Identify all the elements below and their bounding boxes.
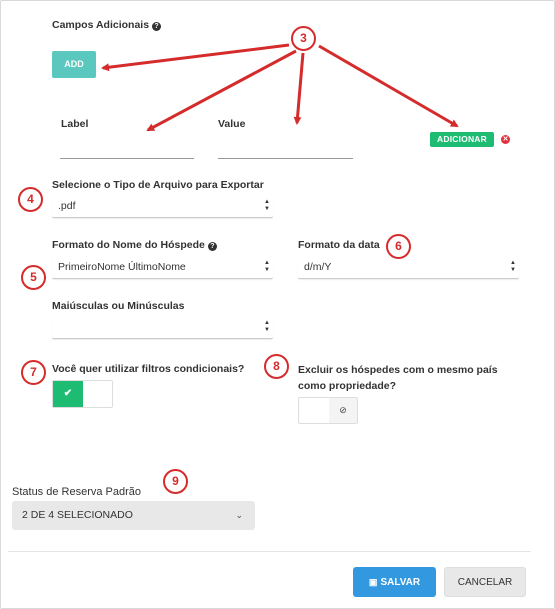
adicionar-button[interactable]: ADICIONAR [430, 132, 494, 147]
default-status-value: 2 DE 4 SELECIONADO [22, 509, 133, 521]
remove-circle-icon[interactable]: ✕ [502, 136, 509, 143]
conditional-filters-label: Você quer utilizar filtros condicionais? [52, 363, 245, 375]
question-circle-icon[interactable]: ? [152, 22, 161, 31]
annotation-badge-9: 9 [163, 469, 188, 494]
default-status-label: Status de Reserva Padrão [12, 486, 142, 498]
sort-caret-icon: ▲ ▼ [510, 260, 516, 273]
sort-caret-icon: ▲ ▼ [264, 320, 270, 333]
ban-icon: ⊘ [329, 398, 357, 423]
annotation-badge-4: 4 [18, 187, 43, 212]
save-button-label: SALVAR [380, 577, 421, 588]
annotation-badge-5: 5 [21, 265, 46, 290]
annotation-badge-6: 6 [386, 234, 411, 259]
annotation-badge-7: 7 [21, 360, 46, 385]
floppy-disk-icon: ▣ [368, 577, 378, 587]
arrow-to-add [103, 45, 289, 68]
guest-name-format-value: PrimeiroNome ÚltimoNome [58, 261, 186, 273]
sort-caret-icon: ▲ ▼ [264, 199, 270, 212]
date-format-label: Formato da data [298, 239, 380, 251]
question-circle-icon[interactable]: ? [208, 242, 217, 251]
file-type-label: Selecione o Tipo de Arquivo para Exportar [52, 179, 264, 191]
annotation-badge-8: 8 [264, 354, 289, 379]
add-button[interactable]: ADD [52, 51, 96, 78]
arrow-to-label [148, 51, 296, 130]
extra-fields-title: Campos Adicionais [52, 19, 150, 31]
file-type-value: .pdf [58, 200, 76, 212]
arrow-to-adicionar [319, 46, 457, 126]
cancel-button[interactable]: CANCELAR [444, 567, 526, 597]
annotation-arrows [1, 1, 555, 609]
chevron-down-icon: ⌄ [235, 510, 243, 520]
arrow-to-value [297, 53, 303, 123]
date-format-value: d/m/Y [304, 261, 332, 273]
annotation-badge-3: 3 [291, 26, 316, 51]
sort-caret-icon: ▲ ▼ [264, 260, 270, 273]
exclude-same-country-label: Excluir os hóspedes com o mesmo país como propriedade? [298, 364, 498, 392]
check-icon: ✔ [53, 381, 83, 407]
value-column-label: Value [218, 118, 246, 130]
case-label: Maiúsculas ou Minúsculas [52, 300, 185, 312]
guest-name-format-label: Formato do Nome do Hóspede [52, 239, 205, 251]
label-column-label: Label [61, 118, 89, 130]
